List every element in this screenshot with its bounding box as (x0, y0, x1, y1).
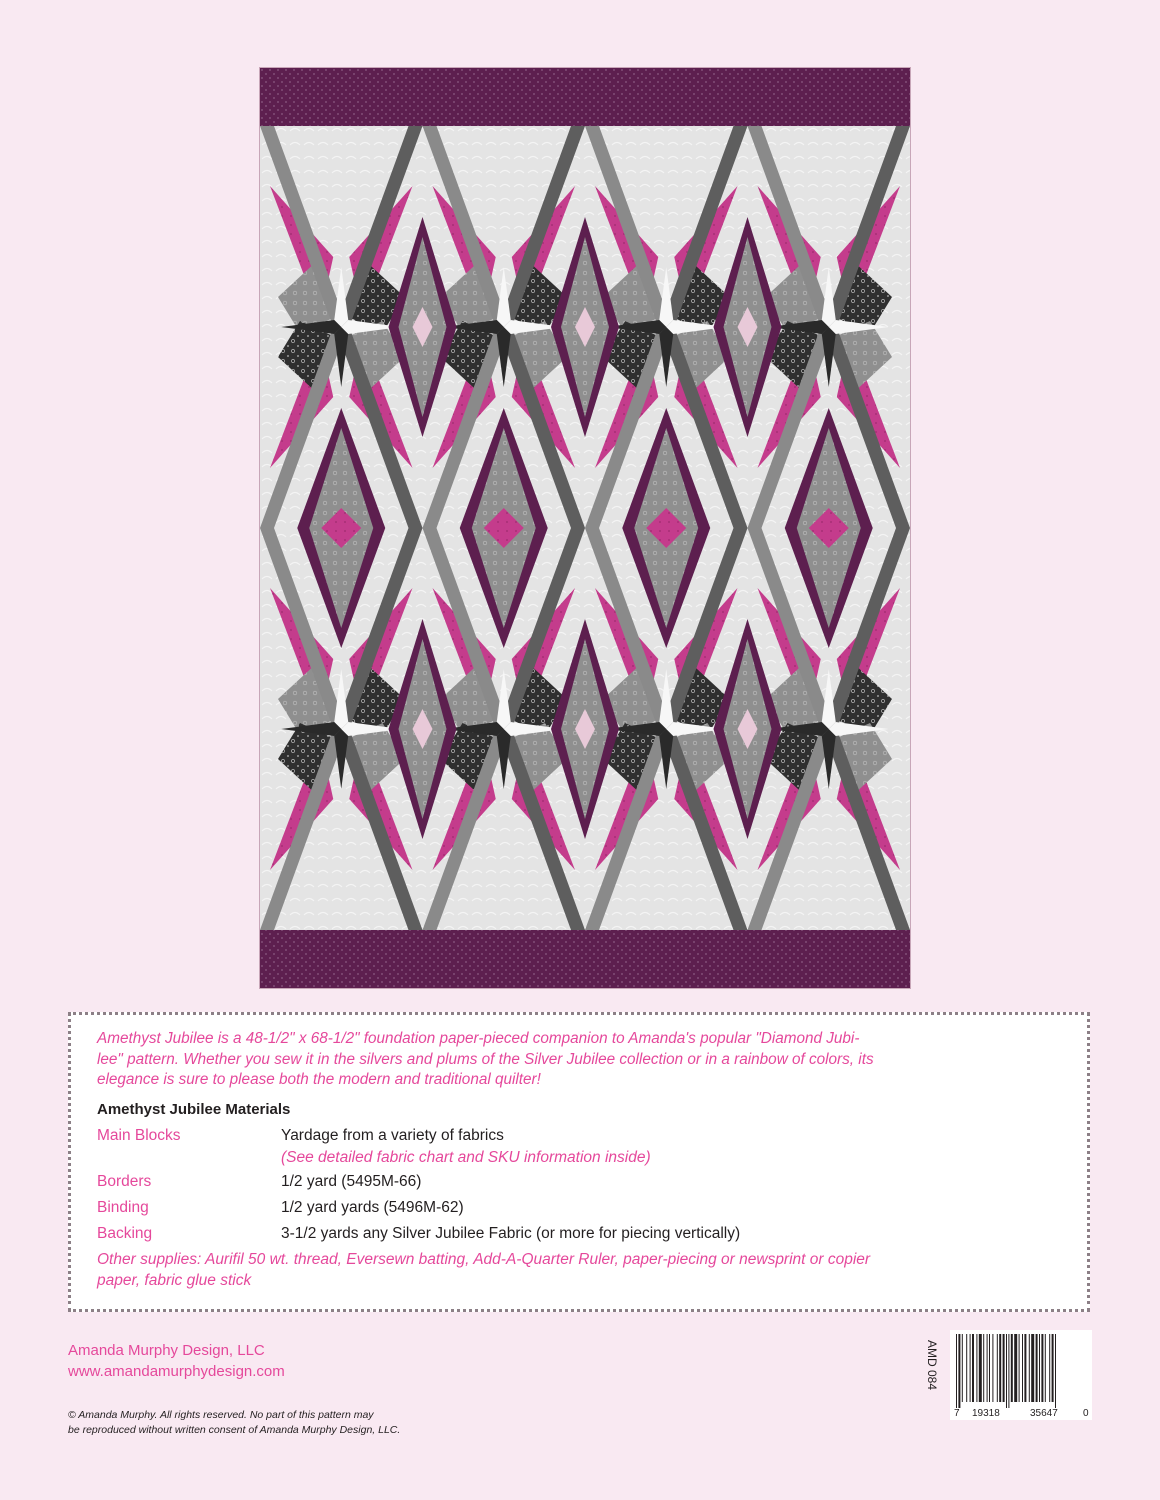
intro-text (97, 1029, 1057, 1091)
materials-label: Backing (97, 1225, 153, 1242)
materials-row-backing (97, 1225, 1057, 1249)
barcode-digit-group: 35647 (1030, 1408, 1058, 1419)
quilt-border-top (260, 68, 910, 126)
company-name: Amanda Murphy Design, LLC (68, 1342, 265, 1359)
barcode-bar (1052, 1334, 1054, 1402)
barcode-bar (1031, 1334, 1034, 1402)
materials-row-borders (97, 1173, 1057, 1197)
materials-label: Borders (97, 1173, 152, 1190)
intro-line: Amethyst Jubilee is a 48-1/2" x 68-1/2" foundation paper-pieced companion to Amanda's popular "Diamond Jubi- (97, 1030, 860, 1047)
barcode-bar (972, 1334, 974, 1402)
materials-panel (68, 1012, 1090, 1312)
copyright-line: © Amanda Murphy. All rights reserved. No part of this pattern may (68, 1409, 374, 1421)
barcode-bar (987, 1334, 988, 1402)
other-supplies-line: paper, fabric glue stick (97, 1272, 252, 1289)
barcode-bar (966, 1334, 967, 1402)
quilt-illustration (260, 68, 910, 988)
materials-title: Amethyst Jubilee Materials (97, 1101, 291, 1118)
barcode-bar (970, 1334, 971, 1402)
materials-value: 1/2 yard yards (5496M-62) (281, 1199, 464, 1216)
sku-label-wrapper (925, 1339, 940, 1391)
barcode-bar (962, 1334, 963, 1402)
materials-value: 3-1/2 yards any Silver Jubilee Fabric (or more for piecing vertically) (281, 1225, 741, 1242)
other-supplies (97, 1249, 1057, 1291)
barcode-bar (976, 1334, 977, 1402)
barcode-bar (997, 1334, 998, 1402)
barcode-digit: 0 (1083, 1408, 1089, 1419)
materials-note: (See detailed fabric chart and SKU information inside) (281, 1149, 651, 1166)
barcode-bar (1036, 1334, 1038, 1402)
quilt-image (260, 68, 910, 988)
barcode-bar (1041, 1334, 1043, 1402)
barcode-bar (989, 1334, 990, 1402)
barcode-bar (1008, 1334, 1009, 1408)
materials-row-main-blocks (97, 1127, 1057, 1151)
company-info (68, 1340, 285, 1382)
barcode-bar (1024, 1334, 1026, 1402)
barcode-bar (1055, 1334, 1056, 1408)
barcode-bar (956, 1334, 957, 1408)
copyright-line: be reproduced without written consent of Amanda Murphy Design, LLC. (68, 1424, 401, 1436)
intro-line: elegance is sure to please both the modern and traditional quilter! (97, 1071, 541, 1088)
barcode-digit-group: 19318 (972, 1408, 1000, 1419)
company-website: www.amandamurphydesign.com (68, 1363, 285, 1380)
barcode-bar (992, 1334, 993, 1402)
materials-row-binding (97, 1199, 1057, 1223)
barcode-bar (1006, 1334, 1007, 1408)
sku-label: AMD 084 (925, 1339, 940, 1391)
copyright-notice (68, 1408, 400, 1438)
barcode-bar (1014, 1334, 1017, 1402)
barcode-bar (1039, 1334, 1040, 1402)
barcode-bar (1049, 1334, 1050, 1402)
barcode-bar (983, 1334, 984, 1402)
barcode-bar (1022, 1334, 1023, 1402)
other-supplies-line: Other supplies: Aurifil 50 wt. thread, Eversewn batting, Add-A-Quarter Ruler, paper-piecing or newsprint or copier (97, 1251, 871, 1268)
materials-label: Main Blocks (97, 1127, 181, 1144)
quilt-border-bottom (260, 930, 910, 988)
barcode-bar (1029, 1334, 1030, 1402)
barcode-background (950, 1330, 1092, 1420)
barcode-bar (1019, 1334, 1020, 1402)
barcode-bar (979, 1334, 982, 1402)
barcode (950, 1330, 1092, 1420)
barcode-bar (1011, 1334, 1013, 1402)
barcode-bar (958, 1334, 960, 1408)
intro-line: lee" pattern. Whether you sew it in the silvers and plums of the Silver Jubilee collection or in a rainbow of colors, its (97, 1050, 874, 1068)
materials-value: 1/2 yard (5495M-66) (281, 1173, 422, 1190)
barcode-digit: 7 (954, 1408, 960, 1419)
barcode-bar (1003, 1334, 1005, 1402)
materials-label: Binding (97, 1199, 149, 1216)
barcode-bar (1045, 1334, 1046, 1402)
materials-value: Yardage from a variety of fabrics (281, 1127, 504, 1144)
barcode-bar (999, 1334, 1001, 1402)
